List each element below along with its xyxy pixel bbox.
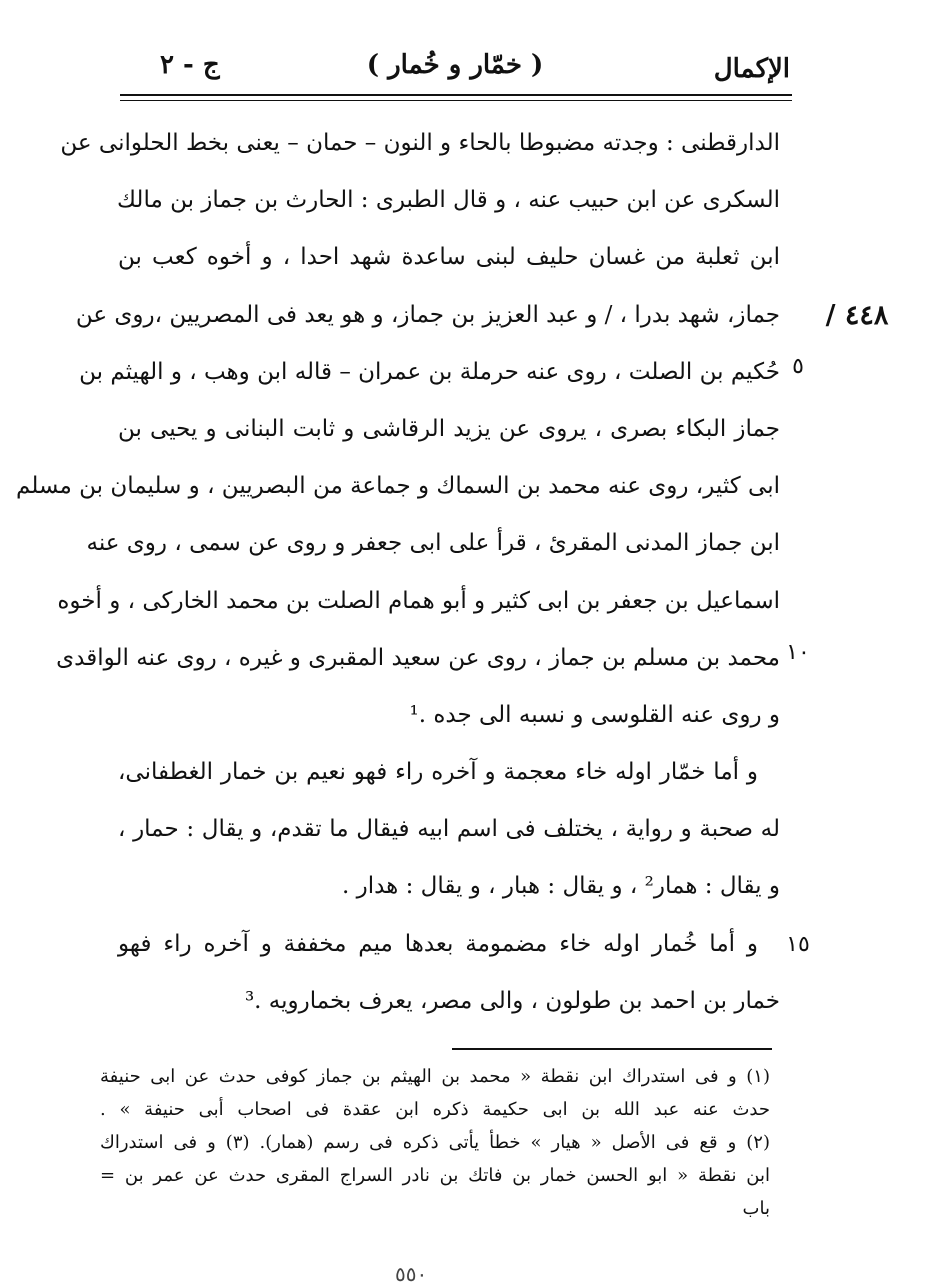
footnote-line: ابن نقطة « ابو الحسن خمار بن فاتك بن نادر السراج المقرى حدث عن عمر بن = <box>100 1165 770 1186</box>
text-line: محمد بن مسلم بن جماز ، روى عن سعيد المقبرى و غيره ، روى عنه الواقدى <box>56 644 780 671</box>
page-number: ٥٥٠ <box>395 1262 428 1286</box>
text-line: خمار بن احمد بن طولون ، والى مصر، يعرف بخمارويه .³ <box>244 987 780 1014</box>
footnote-line: (١) و فى استدراك ابن نقطة « محمد بن الهيثم بن جماز كوفى حدث عن ابى حنيفة <box>100 1066 770 1087</box>
text-line: اسماعيل بن جعفر بن ابى كثير و أبو همام الصلت بن محمد الخاركى ، و أخوه <box>57 587 780 614</box>
margin-line-number-15: ١٥ <box>786 932 810 957</box>
text-line: حُكيم بن الصلت ، روى عنه حرملة بن عمران – قاله ابن وهب ، و الهيثم بن <box>79 358 780 385</box>
margin-line-number-5: ٥ <box>792 354 804 379</box>
book-title: الإكمال <box>713 54 790 84</box>
footnote-line: حدث عنه عبد الله بن ابى حكيمة ذكره ابن عقدة فى اصحاب أبى حنيفة » . <box>100 1099 770 1120</box>
text-line: ابن جماز المدنى المقرئ ، قرأ على ابى جعفر و روى عن سمى ، روى عنه <box>86 530 780 557</box>
text-line: ابى كثير، روى عنه محمد بن السماك و جماعة من البصريين ، و سليمان بن مسلم <box>16 473 780 500</box>
footnotes <box>100 1060 770 1225</box>
text-line: جماز، شهد بدرا ، / و عبد العزيز بن جماز، و هو يعد فى المصريين ،روى عن <box>75 301 780 328</box>
text-line: جماز البكاء بصرى ، يروى عن يزيد الرقاشى و ثابت البنانى و يحيى بن <box>118 415 780 442</box>
text-line: و أما خمّار اوله خاء معجمة و آخره راء فهو نعيم بن خمار الغطفانى، <box>118 759 758 786</box>
text-line: ابن ثعلبة من غسان حليف لبنى ساعدة شهد احدا ، و أخوه كعب بن <box>118 244 780 271</box>
footnote-rule <box>452 1048 772 1050</box>
footnote-line: (٢) و قع فى الأصل « هيار » خطأ يأتى ذكره فى رسم (همار). (٣) و فى استدراك <box>100 1132 770 1153</box>
text-line: السكرى عن ابن حبيب عنه ، و قال الطبرى : الحارث بن جماز بن مالك <box>117 187 780 214</box>
main-text <box>16 115 780 1030</box>
text-line: له صحبة و رواية ، يختلف فى اسم ابيه فيقال ما تقدم، و يقال : حمار ، <box>118 816 780 843</box>
volume-number: ج - ٢ <box>160 50 220 80</box>
margin-page-marker: ٤٤٨ / <box>825 300 889 331</box>
margin-line-number-10: ١٠ <box>786 640 810 665</box>
running-header <box>120 40 790 90</box>
text-line: و أما خُمار اوله خاء مضمومة بعدها ميم مخففة و آخره راء فهو <box>118 930 758 957</box>
header-rule-thin <box>120 100 792 101</box>
text-line: و روى عنه القلوسى و نسبه الى جده .¹ <box>409 701 780 728</box>
text-line: و يقال : همار² ، و يقال : هبار ، و يقال : هدار . <box>341 873 780 900</box>
text-line: الدارقطنى : وجدته مضبوطا بالحاء و النون – حمان – يعنى بخط الحلوانى عن <box>60 130 780 156</box>
catchword: باب <box>742 1198 770 1219</box>
entry-heading: ( خمّار و خُمار ) <box>366 50 544 80</box>
header-rule-thick <box>120 94 792 96</box>
